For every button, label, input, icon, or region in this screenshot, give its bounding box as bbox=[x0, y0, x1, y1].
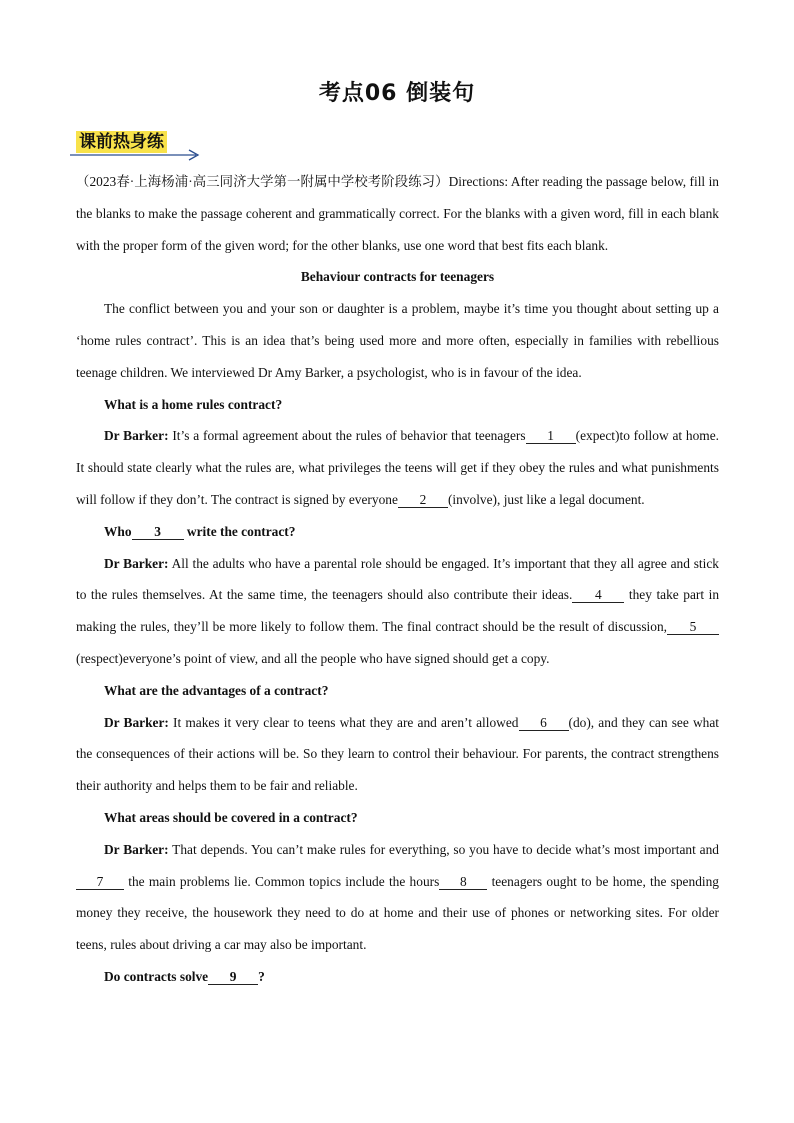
blank-8[interactable]: 8 bbox=[439, 874, 487, 890]
speaker-label: Dr Barker: bbox=[104, 841, 169, 857]
blank-1[interactable]: 1 bbox=[526, 428, 576, 444]
passage-title: Behaviour contracts for teenagers bbox=[300, 269, 495, 285]
blank-9[interactable]: 9 bbox=[208, 969, 258, 985]
answer-1: Dr Barker: It’s a formal agreement about the rules of behavior that teenagers 1 (expect)to follow at home. It should state clearly what the rules are, what privileges the teens will get if they obey the rules and what punishments will follow if they don’t. The contract is signed by everyone 2 (involve), just like a legal document. bbox=[76, 428, 719, 507]
question-5: Do contracts solve 9 ? bbox=[104, 968, 265, 984]
passage-body bbox=[76, 166, 719, 993]
speaker-label: Dr Barker: bbox=[104, 714, 169, 730]
blank-7[interactable]: 7 bbox=[76, 874, 124, 890]
paragraph-1: The conflict between you and your son or daughter is a problem, maybe it’s time you thought about setting up a ‘home rules contract’. This is an idea that’s being used more and more often, especially in families with rebellious teenage children. We interviewed Dr Amy Barker, a psychologist, who is in favour of the idea. bbox=[76, 301, 719, 380]
answer-2: Dr Barker: All the adults who have a parental role should be engaged. It’s important that they all agree and stick to the rules themselves. At the same time, the teenagers should also contribute their ideas. 4 they take part in making the rules, they’ll be more likely to follow them. The final contract should be the result of discussion, 5(respect)everyone’s point of view, and all the people who have signed should get a copy. bbox=[76, 555, 720, 666]
section-header bbox=[68, 128, 208, 162]
question-2: Who 3 write the contract? bbox=[104, 523, 296, 539]
speaker-label: Dr Barker: bbox=[104, 428, 169, 444]
answer-4: Dr Barker: That depends. You can’t make rules for everything, so you have to decide what’s most important and7 the main problems lie. Common topics include the hours 8 teenagers ought to be home, the spending money they receive, the housework they need to do at home and their use of phones or networking sites. For older teens, rules about driving a car may also be important. bbox=[76, 841, 719, 953]
question-4: What areas should be covered in a contract? bbox=[104, 809, 358, 825]
answer-3: Dr Barker: It makes it very clear to teens what they are and aren’t allowed 6 (do), and they can see what the consequences of their actions will be. So they learn to control their behaviour. For parents, the contract strengthens their authority and helps them to be fair and reliable. bbox=[76, 714, 719, 794]
section-label: 课前热身练 bbox=[76, 131, 167, 153]
question-3: What are the advantages of a contract? bbox=[104, 682, 329, 698]
blank-6[interactable]: 6 bbox=[519, 715, 569, 731]
intro-paragraph: （2023春·上海杨浦·高三同济大学第一附属中学校考阶段练习）Directions: After reading the passage below, fill in the blanks to make the passage coherent and grammatically correct. For the blanks with a given word, fill in each blank with the proper form of the given word; for the other blanks, use one word that best fits each blank. bbox=[76, 174, 719, 253]
blank-3[interactable]: 3 bbox=[132, 524, 184, 540]
blank-4[interactable]: 4 bbox=[572, 587, 624, 603]
speaker-label: Dr Barker: bbox=[104, 555, 169, 571]
blank-2[interactable]: 2 bbox=[398, 492, 448, 508]
blank-5[interactable]: 5 bbox=[667, 619, 719, 635]
page-title: 考点06 倒装句 bbox=[318, 81, 476, 106]
question-1: What is a home rules contract? bbox=[104, 396, 283, 412]
